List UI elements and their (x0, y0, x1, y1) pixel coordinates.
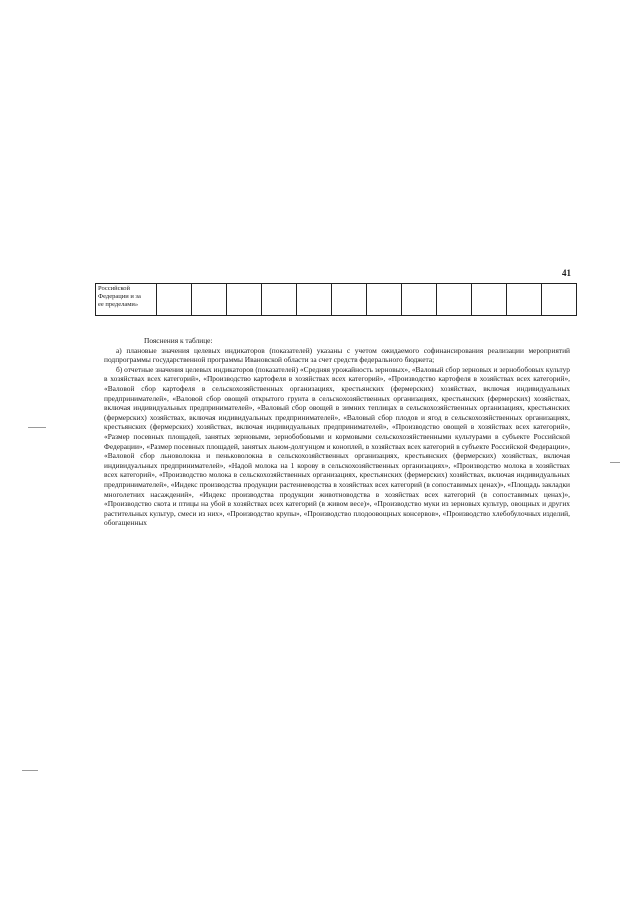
scan-artifact (22, 770, 38, 771)
table-cell-empty (262, 284, 297, 316)
table-cell-line: Федерации и за (98, 293, 141, 300)
table-cell-line: Российской (98, 285, 131, 292)
table-row (96, 284, 577, 316)
table-cell-empty (332, 284, 367, 316)
table-cell-line: ее пределами» (98, 301, 139, 308)
notes-paragraph-a: а) плановые значения целевых индикаторов (показателей) указаны с учетом ожидаемого софинансирования реализации мероприятий подпрограммы государственной программы Ивановской области за счет средств федерального бюджета; (104, 345, 570, 365)
scan-artifact (610, 462, 620, 463)
indicator-table-fragment (95, 283, 577, 316)
table-cell-empty (507, 284, 542, 316)
table-notes (104, 336, 570, 528)
table-cell-empty (192, 284, 227, 316)
table-cell-empty (472, 284, 507, 316)
notes-paragraph-b: б) отчетные значения целевых индикаторов (показателей) «Средняя урожайность зерновых», «Валовый сбор зерновых и зернобобовых культур в хозяйствах всех категорий», «Производство картофеля в хозяйствах всех категорий», «Производство картофеля в хозяйствах всех категорий», «Валовой сбор картофеля в сельскохозяйственных организациях, крестьянских (фермерских) хозяйствах, включая индивидуальных предпринимателей», «Валовой сбор овощей открытого грунта в сельскохозяйственных организациях, крестьянских (фермерских) хозяйствах, включая индивидуальных предпринимателей», «Валовый сбор овощей в зимних теплицах в сельскохозяйственных организациях, крестьянских (фермерских) хозяйствах, включая индивидуальных предпринимателей», «Валовый сбор плодов и ягод в сельскохозяйственных организациях, крестьянских (фермерских) хозяйствах, включая индивидуальных предпринимателей», «Производство овощей в хозяйствах всех категорий», «Размер посевных площадей, занятых зерновыми, зернобобовыми и кормовыми сельскохозяйственными культурами в субъекте Российской Федерации», «Размер посевных площадей, занятых льном-долгунцом и коноплей, в хозяйствах всех категорий в субъекте Российской Федерации», «Валовой сбор льноволокна и пеньковолокна в сельскохозяйственных организациях, крестьянских (фермерских) хозяйствах, включая индивидуальных предпринимателей», «Надой молока на 1 корову в сельскохозяйственных организациях», «Производство молока в хозяйствах всех категорий», «Производство молока в сельскохозяйственных организациях, крестьянских (фермерских) хозяйствах, включая индивидуальных предпринимателей», «Индекс производства продукции растениеводства в хозяйствах всех категорий (в сопоставимых ценах)», «Площадь закладки многолетних насаждений», «Индекс производства продукции животноводства в хозяйствах всех категорий (в сопоставимых ценах)», «Производство скота и птицы на убой в хозяйствах всех категорий (в живом весе)», «Производство муки из зерновых культур, овощных и других растительных культур, смеси из них», «Производство крупы», «Производство плодоовощных консервов», «Производство хлебобулочных изделий, обогащенных (104, 364, 570, 528)
scan-artifact (28, 427, 46, 428)
page-number: 41 (562, 268, 571, 278)
table-cell-empty (367, 284, 402, 316)
table-cell-empty (227, 284, 262, 316)
table-cell-empty (297, 284, 332, 316)
table-cell-indicator-name (96, 284, 157, 316)
table-cell-empty (542, 284, 577, 316)
table-cell-empty (437, 284, 472, 316)
notes-heading: Пояснения к таблице: (144, 336, 213, 345)
table-cell-empty (402, 284, 437, 316)
table-cell-empty (157, 284, 192, 316)
